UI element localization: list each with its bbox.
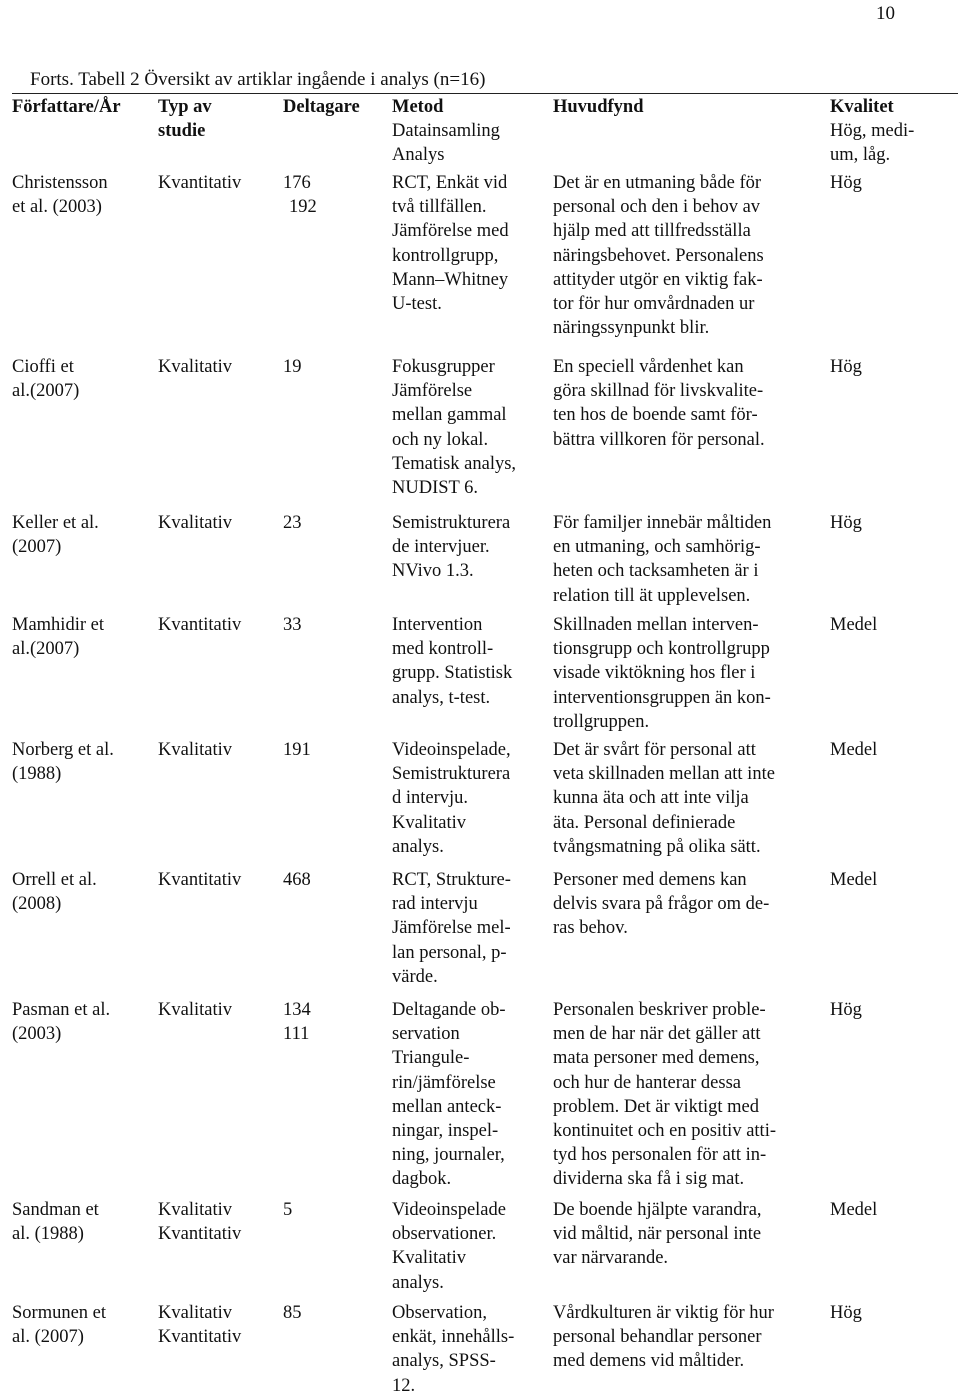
study-type-cell: [158, 1301, 278, 1349]
quality-cell: [830, 355, 958, 379]
method-cell: [392, 998, 542, 1192]
participants-cell: [283, 738, 373, 762]
cell-line: Jämförelse: [392, 381, 473, 402]
cell-line: Medel: [830, 1200, 878, 1220]
author-cell: [12, 511, 152, 559]
cell-line: analys, t-test.: [392, 687, 491, 708]
cell-line: rin/jämförelse: [392, 1072, 496, 1093]
participants-cell: [283, 171, 373, 219]
cell-line: näringssynpunkt blir.: [553, 318, 710, 339]
cell-line: (2003): [12, 1024, 62, 1045]
header-method-sub: Datainsamling: [392, 121, 500, 142]
quality-cell: [830, 511, 958, 535]
findings-cell: [553, 613, 821, 734]
cell-line: trollgruppen.: [553, 711, 650, 732]
cell-line: De boende hjälpte varandra,: [553, 1200, 762, 1220]
cell-line: de intervjuer.: [392, 537, 490, 558]
cell-line: Medel: [830, 740, 878, 760]
cell-line: RCT, Strukture-: [392, 870, 511, 890]
cell-line: personal och den i behov av: [553, 197, 761, 218]
participants-cell: [283, 1198, 373, 1222]
cell-line: Orrell et al.: [12, 870, 97, 890]
header-author: Författare/År: [12, 97, 121, 117]
author-cell: [12, 998, 152, 1046]
cell-line: 192: [289, 197, 317, 218]
header-findings: Huvudfynd: [553, 97, 644, 117]
cell-line: Hög: [830, 1303, 862, 1323]
cell-line: Kvantitativ: [158, 870, 242, 890]
cell-line: Sormunen et: [12, 1303, 107, 1323]
cell-line: al.(2007): [12, 381, 80, 402]
cell-line: var närvarande.: [553, 1248, 669, 1269]
study-type-cell: [158, 998, 278, 1022]
header-quality-title: Kvalitet: [830, 97, 894, 117]
cell-line: vid måltid, när personal inte: [553, 1224, 762, 1245]
cell-line: men de har när det gäller att: [553, 1024, 761, 1045]
findings-cell: [553, 1198, 821, 1271]
cell-line: och ny lokal.: [392, 429, 489, 450]
cell-line: Videoinspelade: [392, 1200, 506, 1220]
quality-cell: [830, 613, 958, 637]
findings-cell: [553, 868, 821, 941]
cell-line: Mamhidir et: [12, 615, 104, 635]
cell-line: Videoinspelade,: [392, 740, 511, 760]
cell-line: Jämförelse mel-: [392, 918, 511, 939]
table-caption: Forts. Tabell 2 Översikt av artiklar ingående i analys (n=16): [30, 69, 486, 90]
cell-line: et al. (2003): [12, 197, 102, 218]
cell-line: Medel: [830, 615, 878, 635]
cell-line: Kvalitativ: [158, 1000, 232, 1020]
quality-cell: [830, 1198, 958, 1222]
header-rule: [12, 93, 958, 94]
cell-line: göra skillnad för livskvalite-: [553, 381, 764, 402]
cell-line: Intervention: [392, 615, 483, 635]
cell-line: visade viktökning hos fler i: [553, 663, 756, 684]
study-type-cell: [158, 171, 278, 195]
method-cell: [392, 738, 542, 859]
cell-line: 176: [283, 173, 311, 193]
cell-line: 85: [283, 1303, 302, 1323]
cell-line: ras behov.: [553, 918, 628, 939]
cell-line: Kvantitativ: [158, 615, 242, 635]
findings-cell: [553, 355, 821, 452]
cell-line: hjälp med att tillfredsställa: [553, 221, 751, 242]
method-cell: [392, 613, 542, 710]
method-cell: [392, 1301, 542, 1398]
cell-line: Hög: [830, 357, 862, 377]
cell-line: 33: [283, 615, 302, 635]
cell-line: veta skillnaden mellan att inte: [553, 764, 775, 785]
cell-line: Cioffi et: [12, 357, 74, 377]
cell-line: bättra villkoren för personal.: [553, 429, 765, 450]
cell-line: dividerna ska få i sig mat.: [553, 1169, 745, 1190]
findings-cell: [553, 1301, 821, 1374]
author-cell: [12, 1198, 152, 1246]
cell-line: Semistrukturera: [392, 764, 511, 785]
cell-line: mellan gammal: [392, 405, 507, 426]
cell-line: 23: [283, 513, 302, 533]
cell-line: Kvalitativ: [158, 513, 232, 533]
cell-line: mata personer med demens,: [553, 1048, 760, 1069]
cell-line: Semistrukturera: [392, 513, 511, 533]
cell-line: ten hos de boende samt för-: [553, 405, 758, 426]
cell-line: Norberg et al.: [12, 740, 114, 760]
cell-line: NVivo 1.3.: [392, 561, 474, 582]
cell-line: dagbok.: [392, 1169, 452, 1190]
cell-line: Tematisk analys,: [392, 453, 517, 474]
cell-line: Hög: [830, 173, 862, 193]
cell-line: problem. Det är viktigt med: [553, 1096, 760, 1117]
cell-line: d intervju.: [392, 788, 469, 809]
header-method: [392, 95, 542, 168]
cell-line: Kvalitativ: [392, 812, 466, 833]
cell-line: Personalen beskriver proble-: [553, 1000, 766, 1020]
findings-cell: [553, 998, 821, 1192]
cell-line: tyd hos personalen för att in-: [553, 1145, 767, 1166]
cell-line: Observation,: [392, 1303, 488, 1323]
cell-line: Hög: [830, 513, 862, 533]
cell-line: För familjer innebär måltiden: [553, 513, 772, 533]
header-quality-sub: Hög, medi-: [830, 121, 915, 142]
cell-line: U-test.: [392, 294, 442, 315]
cell-line: Kvantitativ: [158, 1224, 242, 1245]
cell-line: ning, journaler,: [392, 1145, 505, 1166]
cell-line: attityder utgör en viktig fak-: [553, 269, 763, 290]
cell-line: al.(2007): [12, 639, 80, 660]
header-type-line: studie: [158, 121, 206, 142]
cell-line: Kvalitativ: [158, 1200, 232, 1220]
cell-line: och hur de hanterar dessa: [553, 1072, 741, 1093]
author-cell: [12, 355, 152, 403]
header-type: [158, 95, 278, 143]
study-type-cell: [158, 355, 278, 379]
cell-line: 468: [283, 870, 311, 890]
cell-line: Keller et al.: [12, 513, 99, 533]
participants-cell: [283, 1301, 373, 1325]
cell-line: med demens vid måltider.: [553, 1351, 745, 1372]
cell-line: 134: [283, 1000, 311, 1020]
cell-line: enkät, innehålls-: [392, 1327, 515, 1348]
cell-line: Mann–Whitney: [392, 269, 509, 290]
cell-line: observationer.: [392, 1224, 497, 1245]
cell-line: Triangule-: [392, 1048, 470, 1069]
cell-line: Kvantitativ: [158, 1327, 242, 1348]
cell-line: Vårdkulturen är viktig för hur: [553, 1303, 774, 1323]
author-cell: [12, 171, 152, 219]
header-type-line: Typ av: [158, 97, 212, 117]
cell-line: Sandman et: [12, 1200, 99, 1220]
author-cell: [12, 613, 152, 661]
cell-line: tor för hur omvårdnaden ur: [553, 294, 755, 315]
cell-line: (2007): [12, 537, 62, 558]
cell-line: Fokusgrupper: [392, 357, 495, 377]
cell-line: RCT, Enkät vid: [392, 173, 508, 193]
cell-line: mellan anteck-: [392, 1096, 502, 1117]
author-cell: [12, 1301, 152, 1349]
header-quality-sub: um, låg.: [830, 145, 891, 166]
page-number: 10: [876, 3, 895, 24]
participants-cell: [283, 511, 373, 535]
cell-line: grupp. Statistisk: [392, 663, 513, 684]
cell-line: Kvalitativ: [158, 1303, 232, 1323]
author-cell: [12, 738, 152, 786]
method-cell: [392, 1198, 542, 1295]
method-cell: [392, 868, 542, 989]
cell-line: Hög: [830, 1000, 862, 1020]
cell-line: kontrollgrupp,: [392, 245, 499, 266]
quality-cell: [830, 738, 958, 762]
cell-line: kontinuitet och en positiv atti-: [553, 1121, 776, 1142]
cell-line: näringsbehovet. Personalens: [553, 245, 764, 266]
cell-line: (1988): [12, 764, 62, 785]
cell-line: Pasman et al.: [12, 1000, 111, 1020]
cell-line: Jämförelse med: [392, 221, 509, 242]
cell-line: ningar, inspel-: [392, 1121, 499, 1142]
cell-line: En speciell vårdenhet kan: [553, 357, 744, 377]
header-participants: Deltagare: [283, 97, 360, 117]
cell-line: Personer med demens kan: [553, 870, 747, 890]
cell-line: analys.: [392, 836, 444, 857]
cell-line: (2008): [12, 894, 62, 915]
cell-line: Kvantitativ: [158, 173, 242, 193]
cell-line: äta. Personal definierade: [553, 812, 736, 833]
study-type-cell: [158, 868, 278, 892]
method-cell: [392, 511, 542, 584]
cell-line: 5: [283, 1200, 293, 1220]
study-type-cell: [158, 613, 278, 637]
study-type-cell: [158, 738, 278, 762]
findings-cell: [553, 171, 821, 340]
cell-line: Medel: [830, 870, 878, 890]
cell-line: 12.: [392, 1375, 416, 1396]
cell-line: Kvalitativ: [392, 1248, 466, 1269]
cell-line: Kvalitativ: [158, 740, 232, 760]
study-type-cell: [158, 511, 278, 535]
header-method-sub: Analys: [392, 145, 445, 166]
cell-line: al. (1988): [12, 1224, 84, 1245]
findings-cell: [553, 738, 821, 859]
quality-cell: [830, 998, 958, 1022]
cell-line: med kontroll-: [392, 639, 494, 660]
cell-line: NUDIST 6.: [392, 478, 478, 499]
participants-cell: [283, 998, 373, 1046]
findings-cell: [553, 511, 821, 608]
header-quality: [830, 95, 958, 168]
cell-line: värde.: [392, 966, 438, 987]
cell-line: 191: [283, 740, 311, 760]
header-method-title: Metod: [392, 97, 444, 117]
quality-cell: [830, 868, 958, 892]
cell-line: Det är svårt för personal att: [553, 740, 756, 760]
cell-line: al. (2007): [12, 1327, 84, 1348]
participants-cell: [283, 355, 373, 379]
participants-cell: [283, 613, 373, 637]
cell-line: heten och tacksamheten är i: [553, 561, 759, 582]
cell-line: analys.: [392, 1272, 444, 1293]
cell-line: två tillfällen.: [392, 197, 487, 218]
cell-line: kunna äta och att inte vilja: [553, 788, 749, 809]
cell-line: servation: [392, 1024, 460, 1045]
cell-line: personal behandlar personer: [553, 1327, 762, 1348]
cell-line: Deltagande ob-: [392, 1000, 506, 1020]
cell-line: Kvalitativ: [158, 357, 232, 377]
cell-line: 19: [283, 357, 302, 377]
study-type-cell: [158, 1198, 278, 1246]
cell-line: en utmaning, och samhörig-: [553, 537, 761, 558]
cell-line: delvis svara på frågor om de-: [553, 894, 770, 915]
cell-line: lan personal, p-: [392, 942, 507, 963]
method-cell: [392, 171, 542, 316]
cell-line: relation till ät upplevelsen.: [553, 585, 751, 606]
cell-line: tvångsmatning på olika sätt.: [553, 836, 761, 857]
quality-cell: [830, 1301, 958, 1325]
cell-line: Det är en utmaning både för: [553, 173, 762, 193]
cell-line: interventionsgruppen än kon-: [553, 687, 771, 708]
method-cell: [392, 355, 542, 500]
cell-line: 111: [283, 1024, 310, 1045]
cell-line: analys, SPSS-: [392, 1351, 496, 1372]
participants-cell: [283, 868, 373, 892]
cell-line: Christensson: [12, 173, 108, 193]
cell-line: tionsgrupp och kontrollgrupp: [553, 639, 770, 660]
quality-cell: [830, 171, 958, 195]
author-cell: [12, 868, 152, 916]
cell-line: Skillnaden mellan interven-: [553, 615, 759, 635]
cell-line: rad intervju: [392, 894, 478, 915]
